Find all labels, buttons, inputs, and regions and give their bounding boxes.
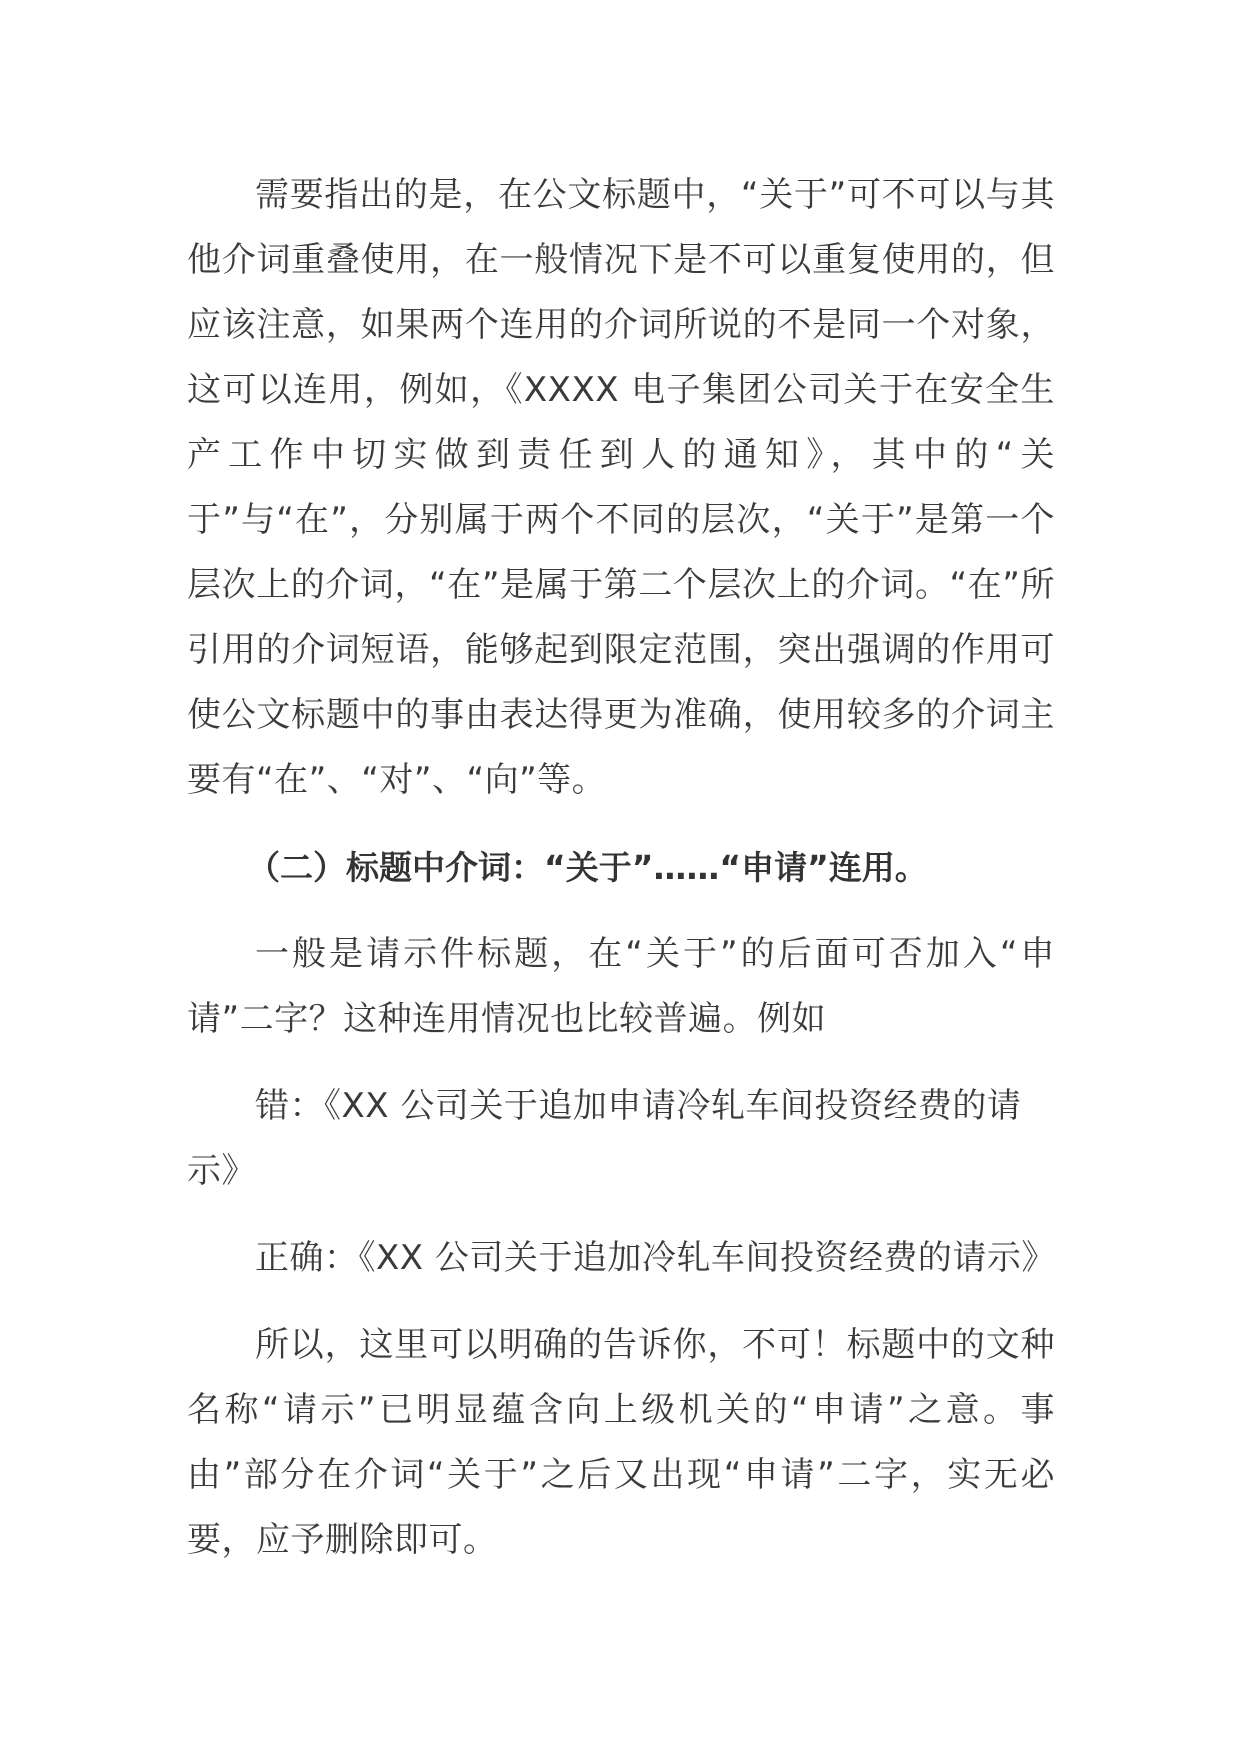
body-paragraph-3: 所以，这里可以明确的告诉你，不可！标题中的文种名称“请示”已明显蕴含向上级机关的“申请”之意。事由”部分在介词“关于”之后又出现“申请”二字，实无必要，应予删除即可。: [187, 1325, 1055, 1560]
document-page: [187, 163, 1055, 1595]
wrong-example: 错：《XX 公司关于追加申请冷轧车间投资经费的请示》: [187, 1086, 1022, 1191]
body-paragraph-1: 需要指出的是，在公文标题中，“关于”可不可以与其他介词重叠使用，在一般情况下是不可以重复使用的，但应该注意，如果两个连用的介词所说的不是同一个对象，这可以连用，例如，《XXXX 电子集团公司关于在安全生产工作中切实做到责任到人的通知》，其中的“关于”与“在”，分别属于两个不同的层次，“关于”是第一个层次上的介词，“在”是属于第二个层次上的介词。“在”所引用的介词短语，能够起到限定范围，突出强调的作用可使公文标题中的事由表达得更为准确，使用较多的介词主要有“在”、“对”、“向”等。: [187, 175, 1055, 800]
section-heading: （二）标题中介词：“关于”……“申请”连用。: [247, 848, 928, 887]
body-paragraph-2: 一般是请示件标题，在“关于”的后面可否加入“申请”二字？这种连用情况也比较普遍。例如: [187, 934, 1055, 1039]
correct-example: 正确：《XX 公司关于追加冷轧车间投资经费的请示》: [255, 1238, 1056, 1278]
